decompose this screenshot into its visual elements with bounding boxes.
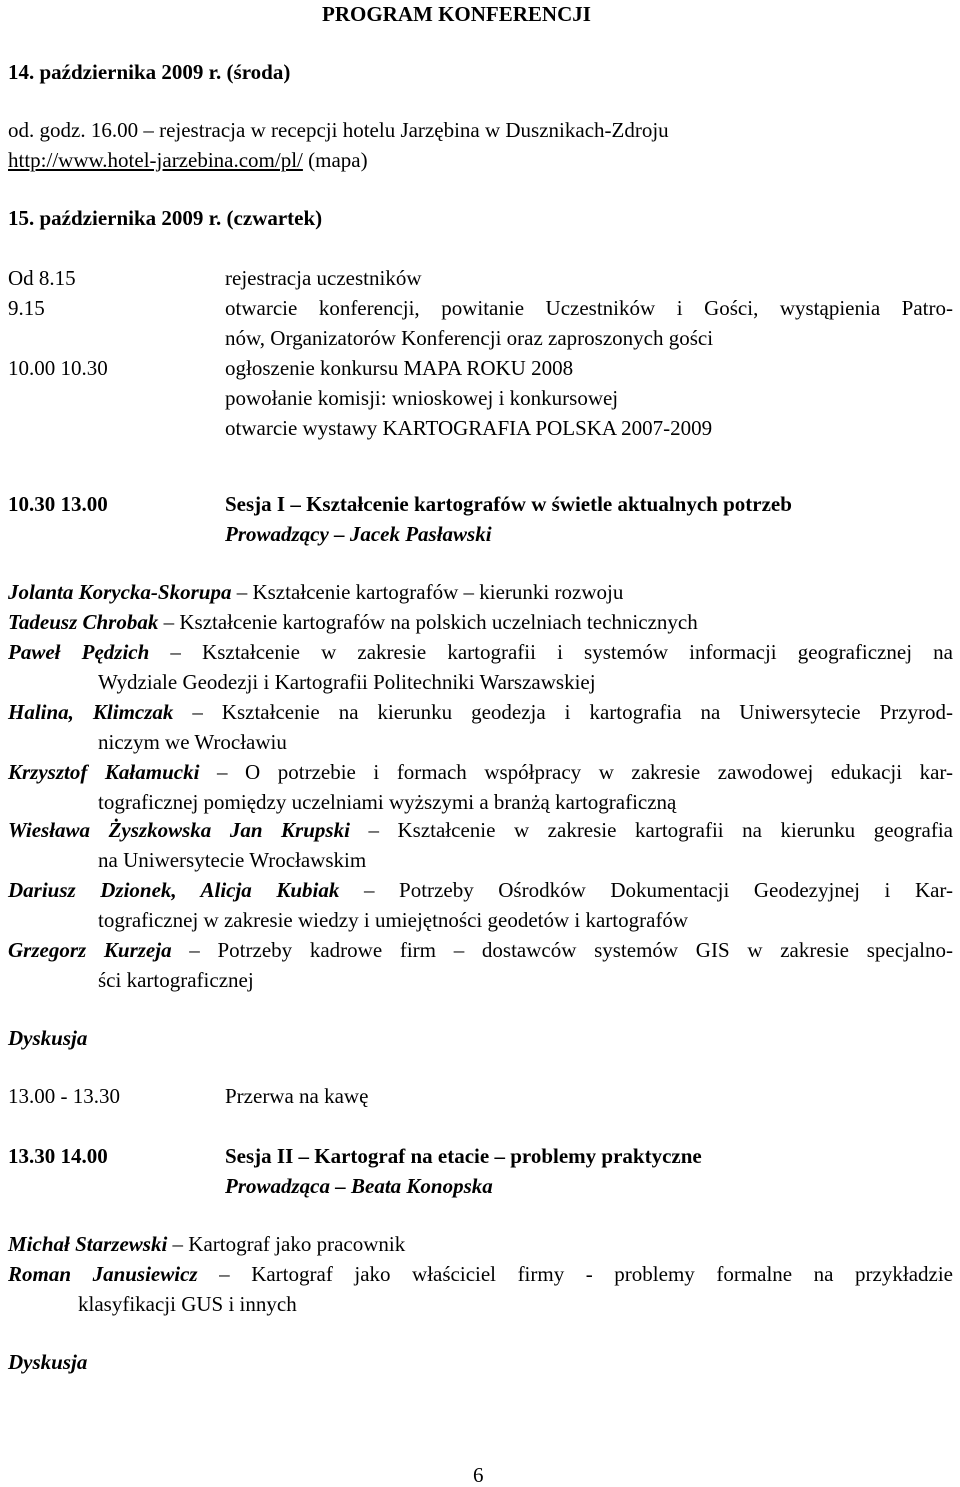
talk-title: – Kształcenie kartografów na polskich uczelniach technicznych <box>158 610 698 634</box>
day2-date: 15. października 2009 r. (czwartek) <box>8 206 323 230</box>
talk-line-continued: tograficznej w zakresie wiedzy i umiejętności geodetów i kartografów <box>98 908 689 932</box>
talk-title: – Kształcenie na kierunku geodezja i kartografia na Uniwersytecie Przyrod- <box>173 700 953 724</box>
talk-line-continued: ści kartograficznej <box>98 968 254 992</box>
session2-title: Sesja II – Kartograf na etacie – problemy praktyczne <box>225 1144 702 1168</box>
talk-line <box>8 640 953 664</box>
talk-author: Grzegorz Kurzeja <box>8 938 172 962</box>
talk-line <box>8 878 953 902</box>
talk-line <box>8 610 698 634</box>
hotel-link[interactable]: http://www.hotel-jarzebina.com/pl/ <box>8 148 303 172</box>
session1-discussion: Dyskusja <box>8 1026 88 1050</box>
schedule-item-text: rejestracja uczestników <box>225 266 422 290</box>
talk-line <box>8 818 953 842</box>
talk-line-continued: na Uniwersytecie Wrocławskim <box>98 848 367 872</box>
talk-line <box>8 938 953 962</box>
schedule-time: 9.15 <box>8 296 45 320</box>
talk-title: – Potrzeby kadrowe firm – dostawców systemów GIS w zakresie specjalno- <box>171 938 953 962</box>
talk-line <box>8 760 953 784</box>
talk-author: Paweł Pędzich <box>8 640 150 664</box>
page-title: PROGRAM KONFERENCJI <box>322 2 591 26</box>
page-number: 6 <box>473 1463 484 1487</box>
talk-line-continued: niczym we Wrocławiu <box>98 730 287 754</box>
talk-line-continued: tograficznej pomiędzy uczelniami wyższymi a branżą kartograficzną <box>98 790 677 814</box>
talk-title: – Kartograf jako pracownik <box>167 1232 406 1256</box>
talk-author: Tadeusz Chrobak <box>8 610 159 634</box>
break-text: Przerwa na kawę <box>225 1084 369 1108</box>
talk-line-continued: klasyfikacji GUS i innych <box>78 1292 297 1316</box>
talk-line <box>8 700 953 724</box>
talk-title: – Kształcenie w zakresie kartografii na kierunku geografia <box>349 818 953 842</box>
talk-author: Roman Janusiewicz <box>8 1262 198 1286</box>
schedule-time: 10.00 10.30 <box>8 356 108 380</box>
talk-line <box>8 580 623 604</box>
registration-info: od. godz. 16.00 – rejestracja w recepcji hotelu Jarzębina w Dusznikach-Zdroju <box>8 118 669 142</box>
talk-title: – Potrzeby Ośrodków Dokumentacji Geodezyjnej i Kar- <box>339 878 953 902</box>
schedule-item-text: nów, Organizatorów Konferencji oraz zaproszonych gości <box>225 326 714 350</box>
schedule-item-text: otwarcie wystawy KARTOGRAFIA POLSKA 2007-2009 <box>225 416 713 440</box>
talk-author: Jolanta Korycka-Skorupa <box>8 580 232 604</box>
schedule-item-text: ogłoszenie konkursu MAPA ROKU 2008 <box>225 356 574 380</box>
session1-title: Sesja I – Kształcenie kartografów w świetle aktualnych potrzeb <box>225 492 792 516</box>
hotel-link-row <box>8 148 368 172</box>
talk-title: – Kształcenie kartografów – kierunki rozwoju <box>231 580 624 604</box>
session2-time: 13.30 14.00 <box>8 1144 108 1168</box>
talk-author: Wiesława Żyszkowska Jan Krupski <box>8 818 350 842</box>
day1-date: 14. października 2009 r. (środa) <box>8 60 291 84</box>
talk-title: – Kształcenie w zakresie kartografii i systemów informacji geograficznej na <box>149 640 953 664</box>
break-time: 13.00 - 13.30 <box>8 1084 120 1108</box>
talk-author: Halina, Klimczak <box>8 700 174 724</box>
talk-author: Michał Starzewski <box>8 1232 168 1256</box>
talk-title: – O potrzebie i formach współpracy w zakresie zawodowej edukacji kar- <box>199 760 953 784</box>
schedule-time: Od 8.15 <box>8 266 76 290</box>
schedule-item-text: otwarcie konferencji, powitanie Uczestników i Gości, wystąpienia Patro- <box>225 296 953 320</box>
talk-title: – Kartograf jako właściciel firmy - problemy formalne na przykładzie <box>197 1262 953 1286</box>
talk-line <box>8 1262 953 1286</box>
talk-author: Krzysztof Kałamucki <box>8 760 200 784</box>
talk-author: Dariusz Dzionek, Alicja Kubiak <box>8 878 340 902</box>
session2-discussion: Dyskusja <box>8 1350 88 1374</box>
session1-chair: Prowadzący – Jacek Pasławski <box>225 522 492 546</box>
talk-line-continued: Wydziale Geodezji i Kartografii Politechniki Warszawskiej <box>98 670 596 694</box>
talk-line <box>8 1232 405 1256</box>
session1-time: 10.30 13.00 <box>8 492 108 516</box>
session2-chair: Prowadząca – Beata Konopska <box>225 1174 493 1198</box>
map-link[interactable]: (mapa) <box>308 148 368 172</box>
schedule-item-text: powołanie komisji: wnioskowej i konkursowej <box>225 386 619 410</box>
